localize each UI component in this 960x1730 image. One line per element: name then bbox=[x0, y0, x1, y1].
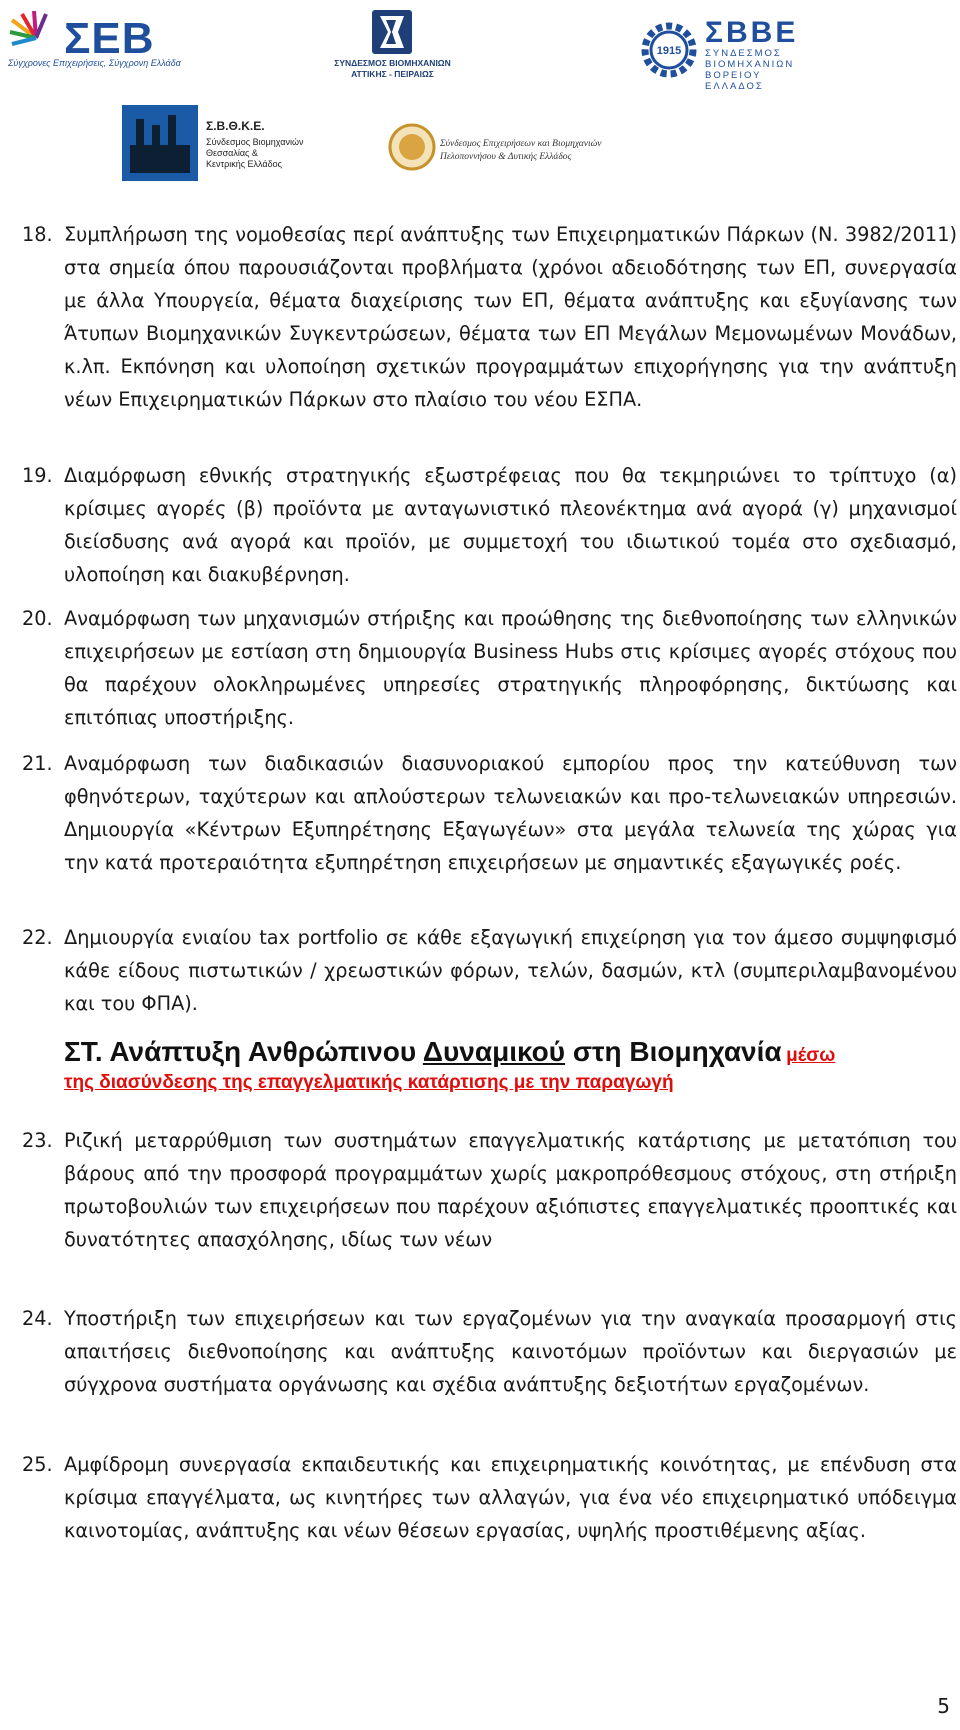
list-item bbox=[22, 1124, 957, 1256]
item-number: 21. bbox=[22, 752, 53, 775]
list-item bbox=[22, 1448, 957, 1547]
section-title-underlined: Δυναμικού bbox=[422, 1036, 566, 1067]
sbap-name: ΣΥΝΔΕΣΜΟΣ ΒΙΟΜΗΧΑΝΙΩΝ ΑΤΤΙΚΗΣ - ΠΕΙΡΑΙΩΣ bbox=[334, 58, 451, 79]
item-text: Ριζική μεταρρύθμιση των συστημάτων επαγγελματικής κατάρτισης με μετατόπιση του βάρους από την προσφορά προγραμμάτων χωρίς μακροπρόθεσμους στόχους, στη στήριξη πρωτοβουλιών των επιχειρήσεων που παρέχουν αξιόπιστες επαγγελματικές προοπτικές και δυνατότητες απασχόλησης, ιδίως των νέων bbox=[64, 1129, 957, 1251]
item-text: Αναμόρφωση των διαδικασιών διασυνοριακού εμπορίου προς την κατεύθυνση των φθηνότερων, ταχύτερων και απλούστερων τελωνειακών και προ-τελωνειακών υπηρεσιών. Δημιουργία «Κέντρων Εξυπηρέτησης Εξαγωγέων» στα μεγάλα τελωνεία της χώρας για την κατά προτεραιότητα εξυπηρέτηση επιχειρήσεων με σημαντικές εξαγωγικές ροές. bbox=[64, 752, 957, 874]
item-number: 20. bbox=[22, 607, 53, 630]
sbbe-year: 1915 bbox=[656, 45, 682, 57]
sbbe-name-line: ΣΥΝΔΕΣΜΟΣ bbox=[705, 48, 782, 59]
item-text: Δημιουργία ενιαίου tax portfolio σε κάθε εξαγωγική επιχείρηση για τον άμεσο συμψηφισμό κάθε είδους πιστωτικών / χρεωστικών φόρων, τελών, δασμών, κτλ (συμπεριλαμβανομένου και του ΦΠΑ). bbox=[64, 926, 957, 1015]
item-text: Αναμόρφωση των μηχανισμών στήριξης και προώθησης της διεθνοποίησης των ελληνικών επιχειρήσεων με εστίαση στη δημιουργία Business Hubs στις κρίσιμες αγορές στόχους που θα παρέχουν ολοκληρωμένες υπηρεσίες στρατηγικής πληροφόρησης, δικτύωσης και επιτόπιας υποστήριξης. bbox=[64, 607, 957, 729]
sbbe-name-line: ΒΟΡΕΙΟΥ ΕΛΛΑΔΟΣ bbox=[705, 70, 764, 92]
sbap-emblem-icon bbox=[330, 8, 455, 56]
factory-icon bbox=[122, 105, 198, 181]
list-item bbox=[22, 459, 957, 591]
item-text: Αμφίδρομη συνεργασία εκπαιδευτικής και επιχειρηματικής κοινότητας, με επένδυση στα κρίσιμα επαγγέλματα, ως κινητήρες των αλλαγών, για ένα νέο επιχειρηματικό υπόδειγμα καινοτομίας, ανάπτυξης και νέων θέσεων εργασίας, υψηλής προστιθέμενης αξίας. bbox=[64, 1453, 957, 1542]
section-title bbox=[64, 1036, 782, 1067]
list-item bbox=[22, 747, 957, 879]
section-title-suffix: στη Βιομηχανία bbox=[565, 1036, 782, 1067]
sev-abbreviation: ΣΕΒ bbox=[64, 14, 155, 63]
item-number: 24. bbox=[22, 1307, 53, 1330]
list-item bbox=[22, 602, 957, 734]
item-number: 22. bbox=[22, 926, 53, 949]
item-text: Συμπλήρωση της νομοθεσίας περί ανάπτυξης των Επιχειρηματικών Πάρκων (Ν. 3982/2011) στα σημεία όπου παρουσιάζονται προβλήματα (χρόνοι αδειοδότησης των ΕΠ, συνεργασία με άλλα Υπουργεία, θέματα διαχείρισης των ΕΠ, θέματα ανάπτυξης και εξυγίανσης των Άτυπων Βιομηχανικών Συγκεντρώσεων, θέματα των ΕΠ Μεγάλων Μεμονωμένων Μονάδων, κ.λπ. Εκπόνηση και υλοποίηση σχετικών προγραμμάτων επιχορήγησης για την ανάπτυξη νέων Επιχειρηματικών Πάρκων στο πλαίσιο του νέου ΕΣΠΑ. bbox=[64, 223, 957, 411]
item-text: Διαμόρφωση εθνικής στρατηγικής εξωστρέφειας που θα τεκμηριώνει το τρίπτυχο (α) κρίσιμες αγορές (β) προϊόντα με ανταγωνιστικό πλεονέκτημα ανά αγορά (γ) μηχανισμοί διείσδυσης ανά αγορά και προϊόν, με συμμετοχή του ιδιωτικού τομέα στο σχεδιασμό, υλοποίηση και διακυβέρνηση. bbox=[64, 464, 957, 586]
list-item bbox=[22, 218, 957, 416]
peloponnisos-name-line: Σύνδεσμος Επιχειρήσεων και Βιομηχανιών bbox=[440, 139, 602, 149]
sbthke-name-line: Θεσσαλίας & bbox=[206, 148, 258, 158]
item-number: 25. bbox=[22, 1453, 53, 1476]
item-number: 19. bbox=[22, 464, 53, 487]
sbbe-name bbox=[705, 48, 817, 92]
sev-tagline: Σύγχρονες Επιχειρήσεις, Σύγχρονη Ελλάδα bbox=[8, 58, 181, 68]
sbthke-logo bbox=[122, 105, 312, 181]
list-item bbox=[22, 1302, 957, 1401]
ancient-head-emblem-icon bbox=[388, 120, 436, 174]
section-heading bbox=[64, 1036, 956, 1098]
sbthke-name bbox=[206, 137, 304, 170]
sbbe-logo bbox=[637, 16, 817, 92]
sbthke-abbreviation: Σ.Β.Θ.Κ.Ε. bbox=[206, 119, 265, 133]
list-item bbox=[22, 921, 957, 1020]
item-number: 18. bbox=[22, 223, 53, 246]
page-number: 5 bbox=[937, 1694, 950, 1718]
section-subtitle: της διασύνδεσης της επαγγελματικής κατάρτισης με την παραγωγή bbox=[64, 1072, 674, 1093]
gear-icon bbox=[637, 18, 701, 82]
sbthke-name-line: Κεντρικής Ελλάδος bbox=[206, 159, 282, 169]
item-text: Υποστήριξη των επιχειρήσεων και των εργαζομένων για την αναγκαία προσαρμογή στις απαιτήσεις διεθνοποίησης και ανάπτυξης καινοτόμων προϊόντων και διεργασιών με σύγχρονα συστήματα οργάνωσης και σχέδια ανάπτυξης δεξιοτήτων εργαζομένων. bbox=[64, 1307, 957, 1396]
peloponnisos-logo bbox=[388, 120, 628, 174]
sbbe-name-line: ΒΙΟΜΗΧΑΝΙΩΝ bbox=[705, 59, 795, 70]
sbap-logo bbox=[330, 8, 455, 84]
sev-starburst-icon bbox=[8, 8, 64, 58]
sev-logo bbox=[8, 8, 181, 72]
sbthke-name-line: Σύνδεσμος Βιομηχανιών bbox=[206, 137, 304, 147]
section-title-prefix: ΣΤ. Ανάπτυξη Ανθρώπινου bbox=[64, 1036, 423, 1067]
peloponnisos-name bbox=[440, 138, 601, 164]
sbbe-abbreviation: ΣΒΒΕ bbox=[705, 16, 799, 49]
item-number: 23. bbox=[22, 1129, 53, 1152]
peloponnisos-name-line: Πελοποννήσου & Δυτικής Ελλάδος bbox=[440, 152, 572, 162]
section-subtitle-word: μέσω bbox=[786, 1045, 836, 1066]
